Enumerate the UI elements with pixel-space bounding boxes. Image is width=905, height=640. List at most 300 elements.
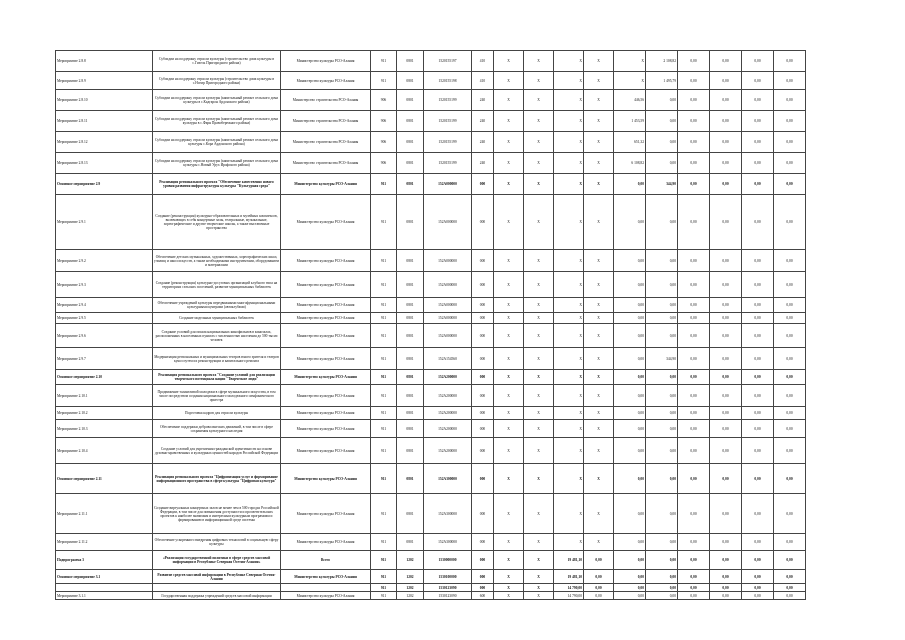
- year-1-value: X: [494, 324, 524, 348]
- year-10-value: 0,00: [774, 174, 806, 195]
- expense-type-code: 000: [472, 298, 494, 313]
- year-2-value: X: [524, 464, 554, 494]
- executor: Министерство строительства РСО-Алания: [281, 153, 371, 174]
- year-7-value: 0,00: [678, 570, 710, 584]
- year-3-value: X: [554, 385, 584, 407]
- year-5-value: 0,00: [614, 272, 646, 298]
- year-1-value: X: [494, 313, 524, 324]
- expense-type-code: 240: [472, 153, 494, 174]
- measure-name: Основное мероприятие 2.9: [56, 174, 153, 195]
- table-row: [56, 385, 806, 407]
- section-code: 1202: [397, 584, 424, 592]
- year-10-value: 0,00: [774, 313, 806, 324]
- section-code: 1202: [397, 592, 424, 600]
- executor: Всего: [281, 551, 371, 570]
- expense-type-code: 000: [472, 324, 494, 348]
- year-6-value: 0,00: [646, 153, 678, 174]
- year-3-value: X: [554, 72, 584, 90]
- measure-description: Субсидии на поддержку отрасли культуры (капитальный ремонт сельского дома культуры в с.Фарн Правобережного района): [153, 111, 281, 132]
- table-row: [56, 584, 806, 592]
- expense-type-code: 000: [472, 570, 494, 584]
- year-1-value: X: [494, 348, 524, 370]
- measure-description: Реализация регионального проекта "Цифровизация услуг и формирование информационного пространства в сфере культуры "Цифровая культура": [153, 464, 281, 494]
- year-1-value: X: [494, 174, 524, 195]
- year-1-value: X: [494, 272, 524, 298]
- grbs-code: 911: [371, 272, 397, 298]
- target-article-code: 1520155197: [424, 51, 472, 72]
- year-9-value: 0,00: [742, 494, 774, 534]
- measure-description: Создание условий для укрепления гражданской идентичности на основе духовно-нравственных и культурных ценностей народов Российской Федерации: [153, 438, 281, 464]
- year-4-value: X: [584, 348, 614, 370]
- year-6-value: 0,00: [646, 438, 678, 464]
- year-10-value: 0,00: [774, 592, 806, 600]
- year-5-value: 0,00: [614, 464, 646, 494]
- expense-type-code: 000: [472, 534, 494, 551]
- grbs-code: 906: [371, 111, 397, 132]
- year-6-value: 0,00: [646, 132, 678, 153]
- executor: Министерство культуры РСО-Алания: [281, 570, 371, 584]
- year-6-value: 0,00: [646, 195, 678, 250]
- grbs-code: 911: [371, 592, 397, 600]
- year-7-value: 0,00: [678, 385, 710, 407]
- measure-name: Мероприятие 2.8.11: [56, 111, 153, 132]
- year-5-value: 0,00: [614, 551, 646, 570]
- measure-description: Субсидии на поддержку отрасли культуры (строительство дома культуры в с.Ногир Пригородного района): [153, 72, 281, 90]
- executor: Министерство культуры РСО-Алания: [281, 313, 371, 324]
- year-7-value: 0,00: [678, 534, 710, 551]
- expense-type-code: 000: [472, 348, 494, 370]
- year-3-value: 19 481,10: [554, 570, 584, 584]
- grbs-code: 911: [371, 407, 397, 420]
- section-code: 0801: [397, 72, 424, 90]
- measure-description: Государственная поддержка учреждений средств массовой информации: [153, 592, 281, 600]
- grbs-code: 911: [371, 464, 397, 494]
- year-2-value: X: [524, 298, 554, 313]
- year-8-value: 0,00: [710, 551, 742, 570]
- measure-name: Мероприятие 2.10.4: [56, 438, 153, 464]
- year-9-value: 0,00: [742, 90, 774, 111]
- year-3-value: X: [554, 174, 584, 195]
- measure-description: Обеспечение учреждений культуры передвижными многофункциональными культурными центрами (автоклубами): [153, 298, 281, 313]
- year-5-value: 0,00: [614, 494, 646, 534]
- year-4-value: X: [584, 111, 614, 132]
- table-row: [56, 551, 806, 570]
- year-4-value: X: [584, 464, 614, 494]
- expense-type-code: 000: [472, 420, 494, 438]
- year-10-value: 0,00: [774, 51, 806, 72]
- table-row: [56, 250, 806, 272]
- year-3-value: X: [554, 370, 584, 385]
- year-5-value: 0,00: [614, 324, 646, 348]
- target-article-code: 152A200000: [424, 385, 472, 407]
- section-code: 0801: [397, 464, 424, 494]
- grbs-code: 911: [371, 174, 397, 195]
- grbs-code: 911: [371, 420, 397, 438]
- target-article-code: 152A200000: [424, 420, 472, 438]
- year-5-value: 0,00: [614, 174, 646, 195]
- measure-name: Мероприятие 2.9.1: [56, 195, 153, 250]
- year-2-value: X: [524, 51, 554, 72]
- section-code: 1202: [397, 551, 424, 570]
- measure-description: [153, 584, 281, 592]
- section-code: 0801: [397, 298, 424, 313]
- year-4-value: X: [584, 90, 614, 111]
- grbs-code: 911: [371, 324, 397, 348]
- section-code: 0801: [397, 370, 424, 385]
- year-10-value: 0,00: [774, 298, 806, 313]
- year-6-value: 0,00: [646, 385, 678, 407]
- year-10-value: 0,00: [774, 153, 806, 174]
- year-1-value: X: [494, 111, 524, 132]
- grbs-code: 906: [371, 90, 397, 111]
- year-3-value: X: [554, 313, 584, 324]
- target-article-code: 152А154560: [424, 348, 472, 370]
- measure-name: Мероприятие 2.9.6: [56, 324, 153, 348]
- measure-name: Мероприятие 2.9.4: [56, 298, 153, 313]
- year-7-value: 0,00: [678, 494, 710, 534]
- year-2-value: X: [524, 551, 554, 570]
- year-5-value: 0,00: [614, 250, 646, 272]
- year-2-value: X: [524, 111, 554, 132]
- year-1-value: X: [494, 51, 524, 72]
- target-article-code: 152А000000: [424, 298, 472, 313]
- measure-name: Мероприятие 2.8.13: [56, 153, 153, 174]
- target-article-code: 1520155198: [424, 72, 472, 90]
- measure-description: Субсидии на поддержку отрасли культуры (строительство дома культуры в с.Гизель Пригородного района): [153, 51, 281, 72]
- target-article-code: 152A200000: [424, 438, 472, 464]
- expense-type-code: 000: [472, 313, 494, 324]
- measure-name: Мероприятие 2.10.1: [56, 385, 153, 407]
- year-2-value: X: [524, 407, 554, 420]
- year-4-value: X: [584, 72, 614, 90]
- measure-description: Реализация регионального проекта "Создание условий для реализации творческого потенциала нации "Творческие люди": [153, 370, 281, 385]
- grbs-code: 906: [371, 153, 397, 174]
- year-2-value: X: [524, 438, 554, 464]
- year-4-value: 0,00: [584, 584, 614, 592]
- year-9-value: 0,00: [742, 298, 774, 313]
- measure-description: Создание (реконструкция) культурно-образовательных и музейных комплексов, включающих в себя концертные залы, театральные, музыкальные, хореографические и другие творческие школы, а также выставочные пространства: [153, 195, 281, 250]
- year-1-value: X: [494, 298, 524, 313]
- executor: Министерство культуры РСО-Алания: [281, 385, 371, 407]
- year-3-value: X: [554, 438, 584, 464]
- grbs-code: 911: [371, 385, 397, 407]
- table-row: [56, 272, 806, 298]
- grbs-code: 911: [371, 250, 397, 272]
- year-3-value: X: [554, 348, 584, 370]
- grbs-code: 911: [371, 570, 397, 584]
- table-row: [56, 438, 806, 464]
- year-6-value: 0,00: [646, 534, 678, 551]
- table-row: [56, 570, 806, 584]
- year-5-value: 0,00: [614, 534, 646, 551]
- target-article-code: 1520155199: [424, 132, 472, 153]
- year-6-value: 0,00: [646, 494, 678, 534]
- executor: Министерство культуры РСО-Алания: [281, 370, 371, 385]
- section-code: 0801: [397, 494, 424, 534]
- expense-type-code: 000: [472, 464, 494, 494]
- year-4-value: X: [584, 370, 614, 385]
- year-3-value: X: [554, 407, 584, 420]
- year-9-value: 0,00: [742, 534, 774, 551]
- table-row: [56, 370, 806, 385]
- year-7-value: 0,00: [678, 111, 710, 132]
- year-3-value: 14 790,00: [554, 592, 584, 600]
- table-row: [56, 534, 806, 551]
- year-5-value: 0,00: [614, 298, 646, 313]
- year-6-value: 0,00: [646, 407, 678, 420]
- year-3-value: 19 481,10: [554, 551, 584, 570]
- year-5-value: 0,00: [614, 592, 646, 600]
- year-3-value: X: [554, 420, 584, 438]
- section-code: 0801: [397, 153, 424, 174]
- year-4-value: X: [584, 324, 614, 348]
- year-3-value: X: [554, 111, 584, 132]
- year-10-value: 0,00: [774, 370, 806, 385]
- measure-description: Подготовка кадров для отрасли культуры: [153, 407, 281, 420]
- year-5-value: 0,00: [614, 438, 646, 464]
- expense-type-code: 240: [472, 90, 494, 111]
- year-1-value: X: [494, 494, 524, 534]
- executor: Министерство культуры РСО-Алания: [281, 420, 371, 438]
- year-2-value: X: [524, 250, 554, 272]
- section-code: 0801: [397, 324, 424, 348]
- table-row: [56, 348, 806, 370]
- executor: Министерство культуры РСО-Алания: [281, 592, 371, 600]
- measure-name: [56, 584, 153, 592]
- year-5-value: 446,56: [614, 90, 646, 111]
- year-1-value: X: [494, 385, 524, 407]
- year-8-value: 0,00: [710, 407, 742, 420]
- year-6-value: 0,00: [646, 298, 678, 313]
- year-1-value: X: [494, 90, 524, 111]
- expense-type-code: 410: [472, 51, 494, 72]
- year-9-value: 0,00: [742, 111, 774, 132]
- year-10-value: 0,00: [774, 464, 806, 494]
- year-3-value: X: [554, 464, 584, 494]
- year-9-value: 0,00: [742, 51, 774, 72]
- year-10-value: 0,00: [774, 250, 806, 272]
- year-8-value: 0,00: [710, 534, 742, 551]
- year-6-value: 0,00: [646, 313, 678, 324]
- year-2-value: X: [524, 534, 554, 551]
- expense-type-code: 000: [472, 407, 494, 420]
- year-6-value: 344,90: [646, 348, 678, 370]
- year-8-value: 0,00: [710, 420, 742, 438]
- section-code: 0801: [397, 111, 424, 132]
- year-4-value: X: [584, 195, 614, 250]
- measure-description: Обеспечение поддержки добровольческих движений, в том числе в сфере сохранения культурного наследия: [153, 420, 281, 438]
- year-5-value: 6 108,82: [614, 153, 646, 174]
- executor: Министерство строительства РСО-Алания: [281, 132, 371, 153]
- target-article-code: 152А000000: [424, 195, 472, 250]
- year-1-value: X: [494, 592, 524, 600]
- year-1-value: X: [494, 132, 524, 153]
- year-3-value: X: [554, 494, 584, 534]
- expense-type-code: 410: [472, 72, 494, 90]
- measure-name: Мероприятие 2.9.7: [56, 348, 153, 370]
- year-4-value: X: [584, 174, 614, 195]
- year-9-value: 0,00: [742, 420, 774, 438]
- table-row: [56, 174, 806, 195]
- measure-name: Мероприятие 2.11.2: [56, 534, 153, 551]
- measure-description: Субсидии на поддержку отрасли культуры (капитальный ремонт сельского дома культуры в с.Кадгарон Ардонского района): [153, 90, 281, 111]
- table-row: [56, 298, 806, 313]
- year-8-value: 0,00: [710, 90, 742, 111]
- grbs-code: 911: [371, 298, 397, 313]
- year-2-value: X: [524, 420, 554, 438]
- target-article-code: 1530123090: [424, 592, 472, 600]
- year-9-value: 0,00: [742, 195, 774, 250]
- year-8-value: 0,00: [710, 370, 742, 385]
- expense-type-code: 000: [472, 195, 494, 250]
- year-10-value: 0,00: [774, 570, 806, 584]
- expense-type-code: 000: [472, 174, 494, 195]
- year-9-value: 0,00: [742, 348, 774, 370]
- year-10-value: 0,00: [774, 584, 806, 592]
- year-4-value: 0,00: [584, 592, 614, 600]
- year-2-value: X: [524, 592, 554, 600]
- grbs-code: 911: [371, 370, 397, 385]
- executor: Министерство культуры РСО-Алания: [281, 494, 371, 534]
- section-code: 0801: [397, 420, 424, 438]
- section-code: 0801: [397, 313, 424, 324]
- year-7-value: 0,00: [678, 551, 710, 570]
- year-4-value: X: [584, 534, 614, 551]
- year-5-value: 0,00: [614, 195, 646, 250]
- year-8-value: 0,00: [710, 298, 742, 313]
- executor: Министерство культуры РСО-Алания: [281, 72, 371, 90]
- year-2-value: X: [524, 174, 554, 195]
- measure-name: Мероприятие 2.10.2: [56, 407, 153, 420]
- measure-description: Развитие средств массовой информации в Республике Северная Осетия-Алания: [153, 570, 281, 584]
- expense-type-code: 000: [472, 494, 494, 534]
- year-6-value: 0,00: [646, 90, 678, 111]
- year-9-value: 0,00: [742, 174, 774, 195]
- year-8-value: 0,00: [710, 592, 742, 600]
- grbs-code: 911: [371, 51, 397, 72]
- target-article-code: 152А000000: [424, 324, 472, 348]
- year-8-value: 0,00: [710, 111, 742, 132]
- year-10-value: 0,00: [774, 90, 806, 111]
- executor: Министерство культуры РСО-Алания: [281, 534, 371, 551]
- year-6-value: 2 108,82: [646, 51, 678, 72]
- table-row: [56, 324, 806, 348]
- expense-type-code: 600: [472, 592, 494, 600]
- year-9-value: 0,00: [742, 132, 774, 153]
- year-10-value: 0,00: [774, 348, 806, 370]
- year-3-value: X: [554, 272, 584, 298]
- executor: Министерство строительства РСО-Алания: [281, 90, 371, 111]
- section-code: 0801: [397, 195, 424, 250]
- expense-type-code: 240: [472, 132, 494, 153]
- year-7-value: 0,00: [678, 174, 710, 195]
- year-9-value: 0,00: [742, 570, 774, 584]
- year-4-value: X: [584, 132, 614, 153]
- year-8-value: 0,00: [710, 250, 742, 272]
- section-code: 0801: [397, 90, 424, 111]
- year-7-value: 0,00: [678, 153, 710, 174]
- executor: Министерство культуры РСО-Алания: [281, 407, 371, 420]
- section-code: 0801: [397, 407, 424, 420]
- year-9-value: 0,00: [742, 438, 774, 464]
- year-1-value: X: [494, 72, 524, 90]
- measure-description: Обеспечение детских музыкальных, художественных, хореографических школ, училищ и школ искусств, а также необходимыми инструментами, оборудованием и материалами: [153, 250, 281, 272]
- year-7-value: 0,00: [678, 348, 710, 370]
- budget-table: [55, 50, 806, 600]
- executor: Министерство культуры РСО-Алания: [281, 195, 371, 250]
- target-article-code: 1520155199: [424, 153, 472, 174]
- executor: Министерство культуры РСО-Алания: [281, 272, 371, 298]
- measure-name: Основное мероприятие 2.10: [56, 370, 153, 385]
- year-5-value: 1 453,59: [614, 111, 646, 132]
- section-code: 0801: [397, 132, 424, 153]
- measure-name: Мероприятие 3.1.1: [56, 592, 153, 600]
- year-10-value: 0,00: [774, 111, 806, 132]
- executor: Министерство культуры РСО-Алания: [281, 250, 371, 272]
- year-5-value: 0,00: [614, 420, 646, 438]
- year-5-value: 0,00: [614, 407, 646, 420]
- year-2-value: X: [524, 153, 554, 174]
- year-8-value: 0,00: [710, 272, 742, 298]
- measure-name: Мероприятие 2.10.3: [56, 420, 153, 438]
- year-2-value: X: [524, 272, 554, 298]
- year-2-value: X: [524, 132, 554, 153]
- table-row: [56, 195, 806, 250]
- year-2-value: X: [524, 584, 554, 592]
- measure-name: Мероприятие 2.8.12: [56, 132, 153, 153]
- year-6-value: 344,90: [646, 174, 678, 195]
- year-3-value: X: [554, 153, 584, 174]
- grbs-code: 911: [371, 494, 397, 534]
- section-code: 1202: [397, 570, 424, 584]
- year-4-value: X: [584, 298, 614, 313]
- expense-type-code: 000: [472, 385, 494, 407]
- year-10-value: 0,00: [774, 132, 806, 153]
- target-article-code: 1520155199: [424, 111, 472, 132]
- grbs-code: 911: [371, 534, 397, 551]
- measure-name: Мероприятие 2.9.3: [56, 272, 153, 298]
- table-row: [56, 592, 806, 600]
- year-2-value: X: [524, 72, 554, 90]
- section-code: 0801: [397, 385, 424, 407]
- expense-type-code: 240: [472, 111, 494, 132]
- year-4-value: X: [584, 407, 614, 420]
- year-3-value: X: [554, 324, 584, 348]
- year-4-value: X: [584, 272, 614, 298]
- measure-name: Подпрограмма 3: [56, 551, 153, 570]
- year-8-value: 0,00: [710, 385, 742, 407]
- year-3-value: X: [554, 298, 584, 313]
- year-6-value: 0,00: [646, 570, 678, 584]
- year-7-value: 0,00: [678, 298, 710, 313]
- year-4-value: X: [584, 51, 614, 72]
- year-2-value: X: [524, 313, 554, 324]
- year-10-value: 0,00: [774, 534, 806, 551]
- year-5-value: 0,00: [614, 385, 646, 407]
- grbs-code: 911: [371, 72, 397, 90]
- year-5-value: 0,00: [614, 313, 646, 324]
- executor: Министерство культуры РСО-Алания: [281, 174, 371, 195]
- target-article-code: 152A300000: [424, 494, 472, 534]
- table-row: [56, 72, 806, 90]
- year-7-value: 0,00: [678, 313, 710, 324]
- expense-type-code: 000: [472, 584, 494, 592]
- measure-name: Мероприятие 2.9.5: [56, 313, 153, 324]
- grbs-code: 906: [371, 132, 397, 153]
- target-article-code: 152A200000: [424, 370, 472, 385]
- section-code: 0801: [397, 174, 424, 195]
- year-9-value: 0,00: [742, 370, 774, 385]
